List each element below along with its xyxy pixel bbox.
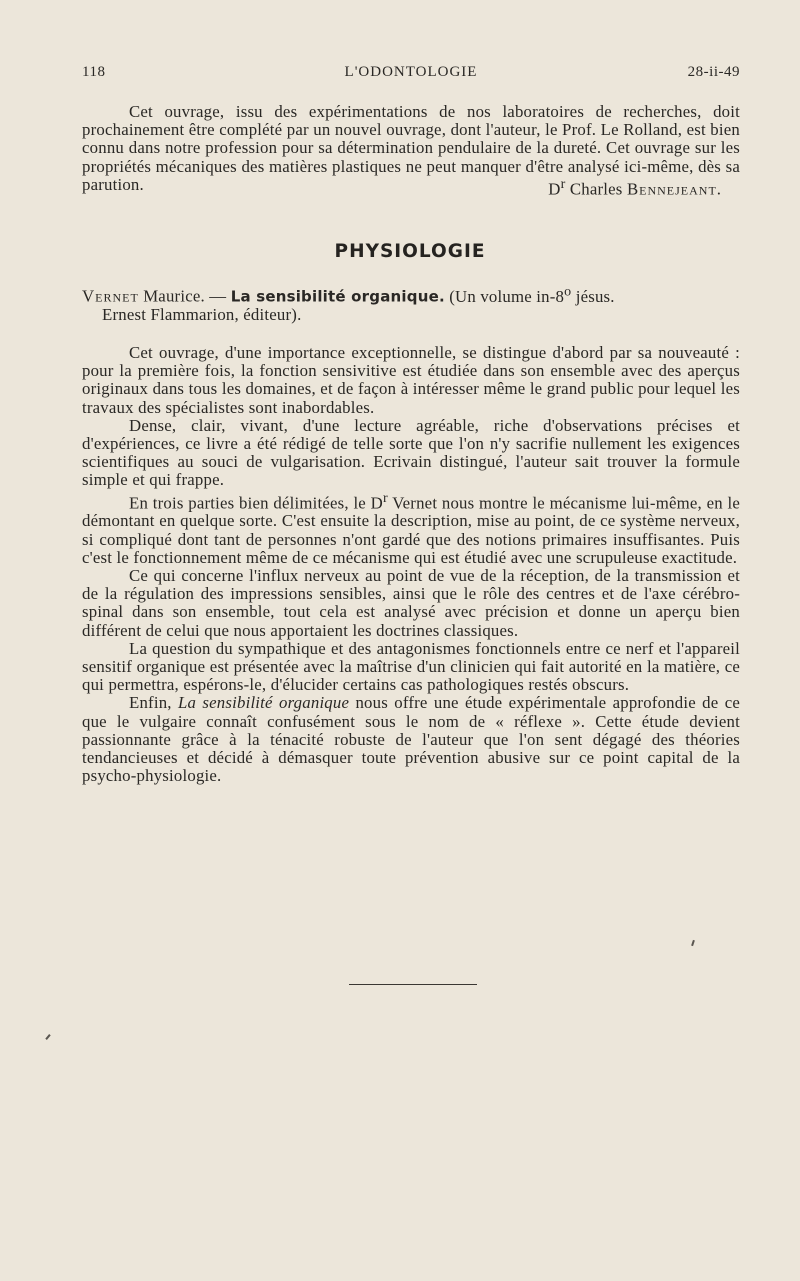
intro-paragraph: Cet ouvrage, issu des expérimentations de nos laboratoires de recherches, doit prochainement être complété par un nouvel ouvrage, dont l'auteur, le Prof. Le Rolland, est bien connu dans notre profession pour sa détermination pendulaire de la dureté. Cet ouvrage sur les propriétés mécaniques des matières plastiques ne peut manquer d'être analysé ici-même, dès sa parution. [82, 102, 740, 194]
ink-speck [691, 940, 695, 946]
running-header [82, 64, 740, 84]
book-title: La sensibilité organique. [230, 287, 445, 306]
book-publisher: Ernest Flammarion, éditeur). [102, 304, 302, 324]
review-paragraph-6: Enfin, La sensibilité organique nous offre une étude expérimentale approfondie de ce que le vulgaire connaît confusément sous le nom de « réflexe ». Cette étude devient passionnante grâce à la ténacité robuste de l'auteur que l'on sent dégagé des théories tendancieuses et décidé à démasquer toute prévention abusive sur ce point capital de la psycho-physiologie. [82, 693, 740, 786]
signature-superscript: r [560, 176, 566, 192]
review-paragraph-4: Ce qui concerne l'influx nerveux au point de vue de la réception, de la transmission et de la régulation des impressions sensibles, ainsi que le rôle des centres et de l'axe cérébro-spinal dans son ensemble, tout cela est analysé avec précision et donne un aperçu bien différent de celui que nous apportaient les doctrines classiques. [82, 566, 740, 640]
review-paragraph-1: Cet ouvrage, d'une importance exceptionnelle, se distingue d'abord par sa nouveauté : pour la première fois, la fonction sensivitive est étudiée dans son ensemble avec des aperçus originaux dans tous les domaines, et de façon à intéresser même le grand public pour lequel les travaux des spécialistes sont inabordables. [82, 343, 740, 417]
signature-last-name: Bennejeant. [626, 179, 722, 199]
signature-first-name: Charles [569, 179, 623, 199]
book-author-first: Maurice. — [143, 286, 227, 306]
book-review [82, 283, 740, 785]
book-reference [82, 283, 740, 324]
journal-title: L'ODONTOLOGIE [344, 64, 478, 80]
review-paragraph-5: La question du sympathique et des antagonismes fonctionnels entre ce nerf et l'appareil sensitif organique est présentée avec la maîtrise d'un clinicien qui fait autorité en la matière, ce qui permettra, espérons-le, d'élucider certains cas pathologiques restés obscurs. [82, 638, 740, 695]
book-author-last: Vernet [82, 286, 139, 306]
end-rule [349, 984, 477, 985]
signature-prefix: D [548, 179, 561, 199]
section-heading: PHYSIOLOGIE [334, 241, 486, 262]
reviewer-signature [82, 176, 740, 199]
review-paragraph-3: En trois parties bien délimitées, le $D^r$ Vernet nous montre le mécanisme lui-même, en le démontant en quelque sorte. C'est ensuite la description, mise au point, de ce système nerveux, si compliqué dont tant de personnes n'ont gardé que des notions primaires insuffisantes. Puis c'est le fonctionnement même de ce mécanisme qui est étudié avec une scrupuleuse exactitude. [82, 490, 740, 567]
book-details: (Un volume in-8$^o$ jésus. [449, 284, 615, 306]
issue-date: 28-ii-49 [687, 64, 740, 80]
ink-speck [45, 1034, 50, 1040]
page-number: 118 [82, 64, 106, 80]
intro-review [82, 103, 740, 199]
review-paragraph-2: Dense, clair, vivant, d'une lecture agréable, riche d'observations précises et d'expériences, ce livre a été rédigé de telle sorte que l'on n'y sacrifie nullement les exigences scientifiques au souci de vulgarisation. Ecrivain distingué, l'auteur sait trouver la formule simple et qui frappe. [82, 415, 740, 490]
